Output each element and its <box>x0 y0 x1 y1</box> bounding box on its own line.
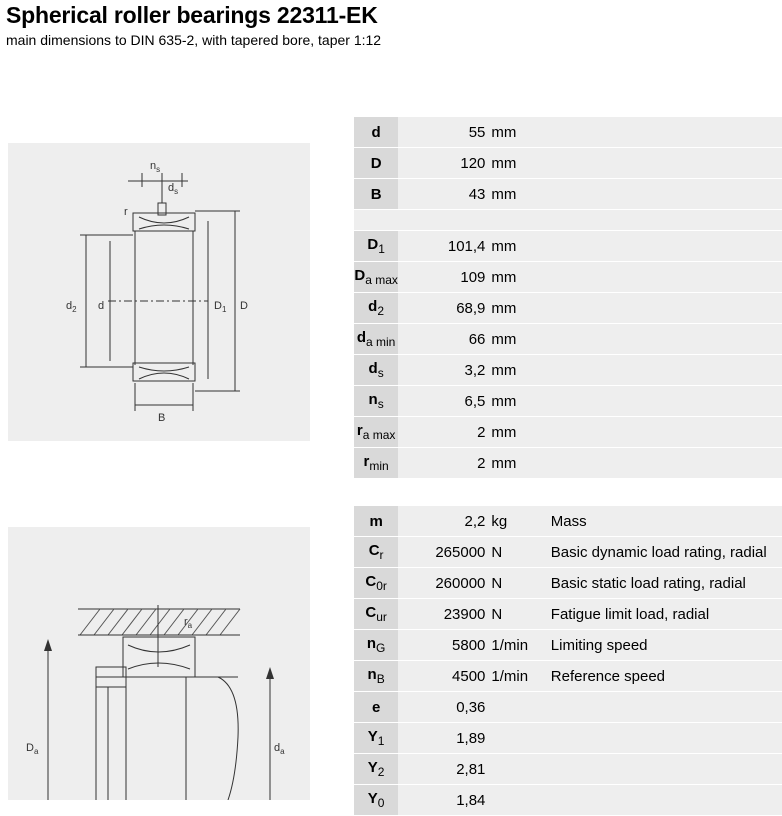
spec-unit <box>485 723 550 754</box>
spec-symbol <box>354 630 398 661</box>
spec-row <box>354 262 782 293</box>
spec-symbol-sub: 1 <box>378 242 385 256</box>
spec-description <box>551 754 782 785</box>
spec-symbol-main: n <box>368 391 378 408</box>
spec-symbol-main: B <box>370 185 382 203</box>
gap-row <box>354 210 782 231</box>
page-subtitle: main dimensions to DIN 635-2, with tapered bore, taper 1:12 <box>6 32 382 48</box>
spec-value: 43 <box>398 179 485 210</box>
spec-description <box>551 448 782 479</box>
label-da: $d_a$ <box>274 742 285 756</box>
spec-symbol-sub: s <box>377 397 384 411</box>
spec-row <box>354 661 782 692</box>
spec-symbol-main: d <box>371 123 381 141</box>
spec-symbol-main: D <box>354 267 366 284</box>
spec-symbol <box>354 324 398 355</box>
spec-value: 2,81 <box>398 754 485 785</box>
spec-symbol-sub: a max <box>362 428 396 442</box>
spec-value: 1,89 <box>398 723 485 754</box>
spec-value: 66 <box>398 324 485 355</box>
spec-symbol-main: D <box>367 236 379 253</box>
spec-symbol <box>354 692 398 723</box>
spec-symbol-main: d <box>368 298 378 315</box>
label-r: r <box>124 206 128 218</box>
spec-symbol-sub: 2 <box>377 304 385 318</box>
spec-value: 6,5 <box>398 386 485 417</box>
spec-value: 120 <box>398 148 485 179</box>
space-row-group <box>354 479 782 506</box>
spec-description <box>551 417 782 448</box>
spec-unit <box>485 785 550 816</box>
label-d: d <box>98 300 105 312</box>
spec-symbol-sub: G <box>376 641 386 655</box>
spec-symbol <box>354 448 398 479</box>
spec-symbol <box>354 117 398 148</box>
spec-unit: mm <box>485 179 550 210</box>
spec-row <box>354 148 782 179</box>
spec-description: Fatigue limit load, radial <box>551 599 782 630</box>
label-D: D <box>240 300 248 312</box>
spec-symbol <box>354 506 398 537</box>
spec-row <box>354 324 782 355</box>
spec-symbol-sub: 0 <box>377 796 385 810</box>
spec-symbol-main: n <box>367 666 377 683</box>
spec-symbol <box>354 179 398 210</box>
spec-row <box>354 293 782 324</box>
spec-symbol <box>354 231 398 262</box>
label-ds: $d_s$ <box>168 182 179 196</box>
spec-value: 109 <box>398 262 485 293</box>
spec-value: 0,36 <box>398 692 485 723</box>
label-B: B <box>158 412 166 424</box>
spec-value: 23900 <box>398 599 485 630</box>
label-D1: $D_1$ <box>214 300 227 314</box>
spec-value: 260000 <box>398 568 485 599</box>
properties-group <box>354 506 782 816</box>
spec-unit: mm <box>485 355 550 386</box>
spec-row <box>354 599 782 630</box>
spec-symbol <box>354 661 398 692</box>
spec-description <box>551 386 782 417</box>
spec-value: 2 <box>398 448 485 479</box>
spec-value: 3,2 <box>398 355 485 386</box>
spec-unit: kg <box>485 506 550 537</box>
label-ns: $n_s$ <box>150 160 161 174</box>
label-ra: $r_a$ <box>184 616 193 630</box>
spec-description: Basic dynamic load rating, radial <box>551 537 782 568</box>
spec-symbol-main: d <box>356 329 367 346</box>
spec-value: 101,4 <box>398 231 485 262</box>
spec-description <box>551 262 782 293</box>
spec-symbol <box>354 293 398 324</box>
spec-symbol-main: Y <box>367 790 378 807</box>
spec-symbol-main: C <box>365 573 377 590</box>
spec-unit <box>485 754 550 785</box>
spec-row <box>354 692 782 723</box>
spec-description: Basic static load rating, radial <box>551 568 782 599</box>
spec-symbol-main: C <box>368 542 380 559</box>
spec-symbol-main: r <box>356 422 363 439</box>
spec-row <box>354 417 782 448</box>
spec-unit <box>485 692 550 723</box>
spec-symbol <box>354 568 398 599</box>
spec-description <box>551 179 782 210</box>
spec-symbol <box>354 355 398 386</box>
spec-description: Mass <box>551 506 782 537</box>
mounting-drawing <box>8 527 310 800</box>
spec-row <box>354 754 782 785</box>
spec-unit: mm <box>485 262 550 293</box>
spec-symbol-sub: 1 <box>377 734 385 748</box>
space-row <box>354 479 782 506</box>
spec-value: 5800 <box>398 630 485 661</box>
extra-dimensions-group <box>354 231 782 479</box>
gap-row-group <box>354 210 782 231</box>
spec-symbol <box>354 417 398 448</box>
spec-row <box>354 448 782 479</box>
spec-description <box>551 117 782 148</box>
spec-row <box>354 630 782 661</box>
spec-unit: mm <box>485 386 550 417</box>
spec-row <box>354 231 782 262</box>
spec-unit: N <box>485 568 550 599</box>
spec-description <box>551 324 782 355</box>
spec-symbol-sub: a max <box>365 273 398 287</box>
spec-description <box>551 148 782 179</box>
spec-symbol-main: Y <box>367 759 378 776</box>
label-d2: $d_2$ <box>66 300 77 314</box>
spec-row <box>354 506 782 537</box>
spec-symbol <box>354 754 398 785</box>
spec-unit: N <box>485 599 550 630</box>
spec-description: Limiting speed <box>551 630 782 661</box>
spec-unit: mm <box>485 417 550 448</box>
spec-symbol-sub: s <box>377 366 384 380</box>
spec-symbol-main: r <box>363 453 370 470</box>
spec-symbol-sub: r <box>379 548 384 562</box>
spec-value: 2,2 <box>398 506 485 537</box>
spec-symbol <box>354 537 398 568</box>
spec-description: Reference speed <box>551 661 782 692</box>
spec-unit: mm <box>485 448 550 479</box>
spec-symbol-main: m <box>369 512 383 530</box>
spec-row <box>354 117 782 148</box>
spec-description <box>551 723 782 754</box>
spec-value: 265000 <box>398 537 485 568</box>
spec-unit: mm <box>485 293 550 324</box>
spec-description <box>551 293 782 324</box>
spec-symbol-main: D <box>370 154 382 172</box>
spec-row <box>354 179 782 210</box>
main-dimensions-group <box>354 117 782 210</box>
spec-value: 1,84 <box>398 785 485 816</box>
spec-symbol-sub: B <box>376 672 385 686</box>
spec-unit: mm <box>485 117 550 148</box>
spec-description <box>551 692 782 723</box>
spec-row <box>354 355 782 386</box>
spec-symbol <box>354 262 398 293</box>
spec-value: 55 <box>398 117 485 148</box>
spec-unit: N <box>485 537 550 568</box>
spec-symbol <box>354 723 398 754</box>
spec-symbol-sub: 2 <box>377 765 385 779</box>
spec-unit: 1/min <box>485 661 550 692</box>
spec-unit: mm <box>485 324 550 355</box>
label-Da: $D_a$ <box>26 742 39 756</box>
page-title: Spherical roller bearings 22311-EK <box>6 2 378 28</box>
spec-symbol-main: n <box>366 635 377 652</box>
bearing-section-drawing <box>8 143 310 441</box>
spec-unit: 1/min <box>485 630 550 661</box>
spec-symbol <box>354 148 398 179</box>
spec-value: 68,9 <box>398 293 485 324</box>
spec-row <box>354 386 782 417</box>
spec-description <box>551 355 782 386</box>
spec-value: 4500 <box>398 661 485 692</box>
spec-symbol-sub: a min <box>366 335 396 349</box>
spec-symbol-sub: ur <box>376 610 387 624</box>
spec-symbol-main: d <box>368 360 378 377</box>
spec-table <box>354 117 782 816</box>
spec-unit: mm <box>485 231 550 262</box>
spec-symbol-sub: 0r <box>376 579 387 593</box>
spec-symbol <box>354 386 398 417</box>
spec-symbol <box>354 785 398 816</box>
spec-symbol-sub: min <box>369 459 389 473</box>
spec-row <box>354 723 782 754</box>
spec-description <box>551 231 782 262</box>
spec-description <box>551 785 782 816</box>
spec-symbol-main: e <box>371 698 381 716</box>
spec-symbol-main: Y <box>367 728 378 745</box>
spec-symbol <box>354 599 398 630</box>
spec-value: 2 <box>398 417 485 448</box>
spec-row <box>354 537 782 568</box>
spec-unit: mm <box>485 148 550 179</box>
spec-symbol-main: C <box>365 604 377 621</box>
spec-row <box>354 785 782 816</box>
spec-row <box>354 568 782 599</box>
